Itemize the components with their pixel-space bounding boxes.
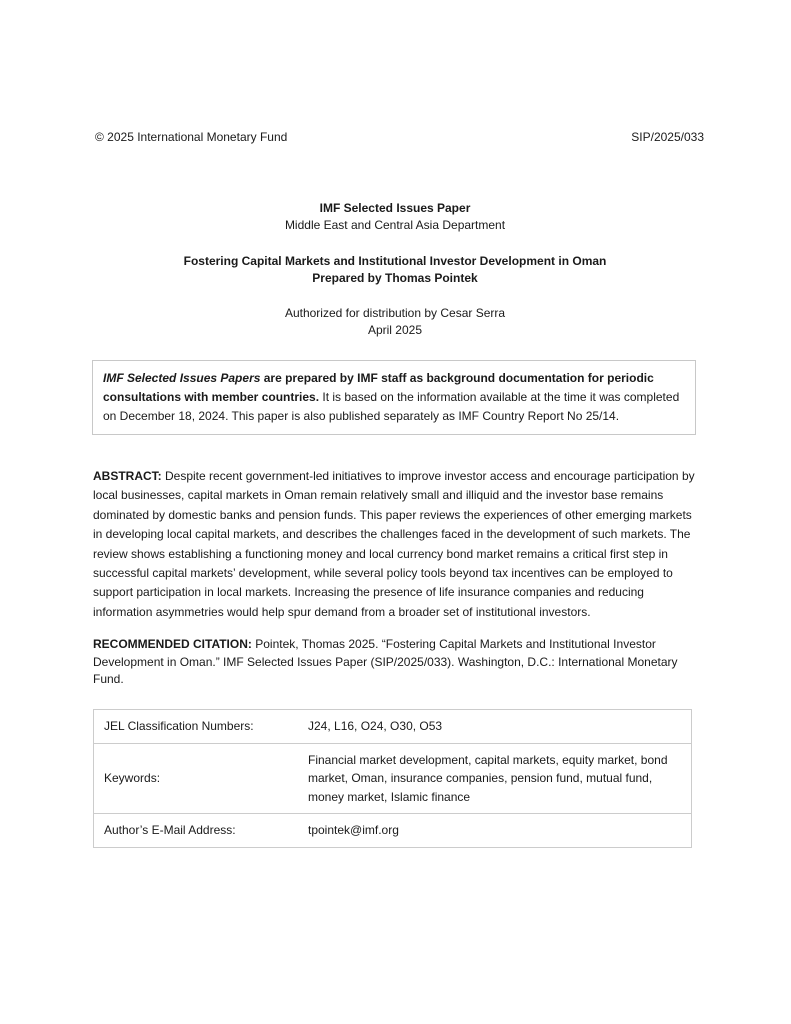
keywords-label: Keywords: (94, 743, 299, 814)
table-row (94, 710, 692, 744)
paper-title: Fostering Capital Markets and Institutional Investor Development in Oman (183, 254, 607, 268)
disclaimer-text: It is based on the information available at the time it was completed on December 18, 2024. This paper is also published separately as IMF Country Report No 25/14. (103, 390, 680, 423)
disclaimer-bold-text: are prepared by IMF staff as background documentation for periodic consultations with member countries. (103, 371, 654, 404)
email-value[interactable]: tpointek@imf.org (298, 814, 692, 848)
email-label: Author’s E-Mail Address: (94, 814, 299, 848)
jel-label: JEL Classification Numbers: (94, 710, 299, 744)
keywords-value: Financial market development, capital markets, equity market, bond market, Oman, insurance companies, pension fund, mutual fund, money market, Islamic finance (298, 743, 692, 814)
series-title: IMF Selected Issues Paper (319, 201, 471, 215)
authorization-block (95, 305, 695, 339)
disclaimer-italic-lead: IMF Selected Issues Papers (103, 371, 261, 385)
jel-value: J24, L16, O24, O30, O53 (298, 710, 692, 744)
citation-paragraph (93, 636, 697, 689)
abstract-text: Despite recent government-led initiatives to improve investor access and encourage participation by local businesses, capital markets in Oman remain relatively small and illiquid and the investor base remains dominated by domestic banks and pension funds. This paper reviews the experiences of other emerging markets in developing local capital markets, and describes the challenges faced in the development of such markets. The review shows establishing a functioning money and local currency bond market remains a critical first step in successful capital markets’ development, while several policy tools beyond tax incentives can be employed to support participation in local markets. Increasing the presence of life insurance companies and reducing information asymmetries would help spur demand from a broader set of institutional investors. (93, 469, 695, 619)
disclaimer-box (92, 360, 696, 435)
paper-id: SIP/2025/033 (631, 130, 704, 144)
abstract-paragraph (93, 467, 697, 622)
series-block (95, 200, 695, 234)
citation-text: Pointek, Thomas 2025. “Fostering Capital Markets and Institutional Investor Development in Oman.” IMF Selected Issues Paper (SIP/2025/033). Washington, D.C.: International Monetary Fund. (93, 637, 678, 686)
copyright-notice: © 2025 International Monetary Fund (95, 130, 288, 144)
authorized-by: Authorized for distribution by Cesar Serra (284, 306, 506, 320)
table-row (94, 814, 692, 848)
abstract-label: ABSTRACT: (93, 469, 162, 483)
page-header (95, 130, 704, 144)
prepared-by: Prepared by Thomas Pointek (312, 271, 478, 285)
table-row (94, 743, 692, 814)
info-table (93, 709, 692, 848)
citation-label: RECOMMENDED CITATION: (93, 637, 252, 651)
publication-date: April 2025 (367, 323, 423, 337)
department-name: Middle East and Central Asia Department (284, 218, 506, 232)
title-block (95, 253, 695, 287)
